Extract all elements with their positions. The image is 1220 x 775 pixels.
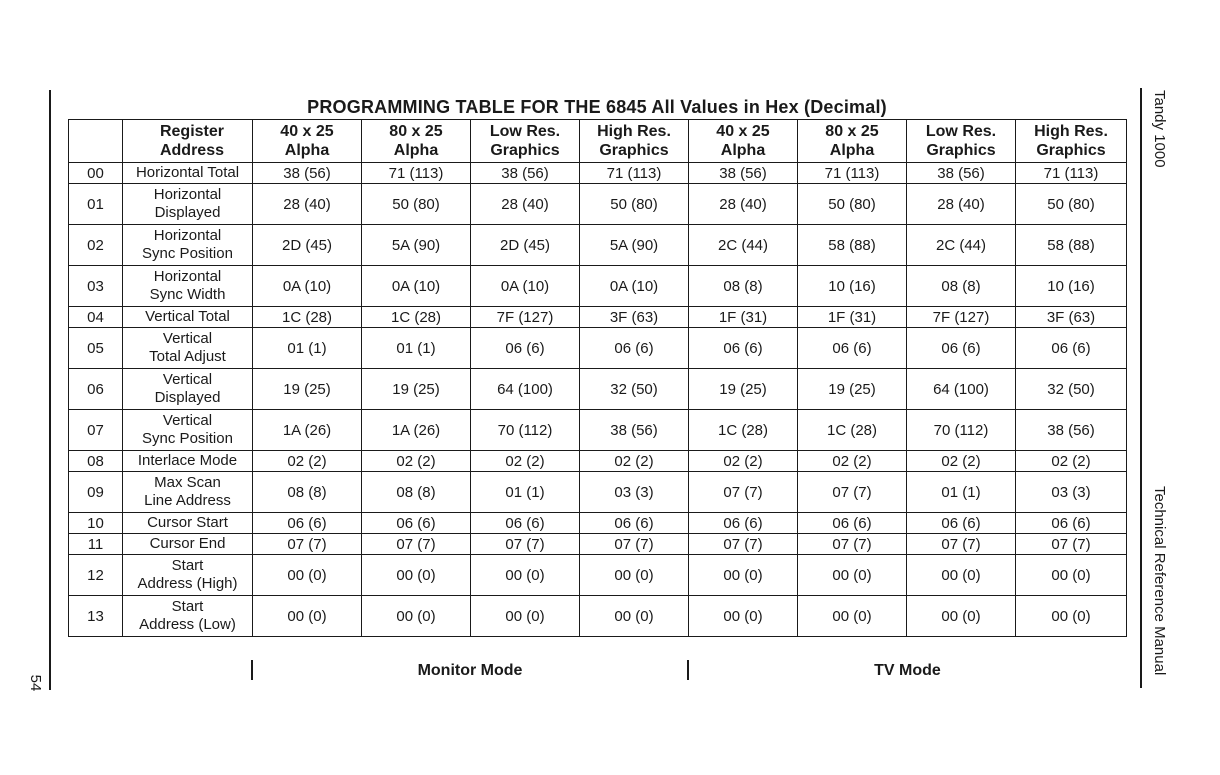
register-name — [123, 328, 253, 369]
value-cell: 08 (8) — [689, 266, 798, 307]
value-cell: 38 (56) — [1016, 410, 1127, 451]
register-name-line: Vertical — [162, 412, 213, 429]
value-cell: 02 (2) — [253, 451, 362, 472]
value-cell: 06 (6) — [362, 513, 471, 534]
register-name-line: Vertical — [162, 330, 213, 347]
value-cell: 0A (10) — [471, 266, 580, 307]
register-name-line: Displayed — [154, 389, 221, 406]
register-name — [123, 472, 253, 513]
value-cell: 1C (28) — [362, 307, 471, 328]
value-cell: 02 (2) — [362, 451, 471, 472]
value-cell: 00 (0) — [362, 596, 471, 637]
register-name-line: Address (High) — [137, 575, 238, 592]
value-cell: 71 (113) — [362, 163, 471, 184]
value-cell: 06 (6) — [798, 328, 907, 369]
value-cell: 06 (6) — [253, 513, 362, 534]
value-cell: 70 (112) — [471, 410, 580, 451]
value-cell: 50 (80) — [798, 184, 907, 225]
header-row — [69, 120, 1127, 163]
value-cell: 2C (44) — [689, 225, 798, 266]
value-cell: 00 (0) — [798, 555, 907, 596]
register-name — [123, 596, 253, 637]
value-cell: 02 (2) — [689, 451, 798, 472]
register-number: 09 — [69, 472, 123, 513]
register-number: 08 — [69, 451, 123, 472]
register-name-line: Sync Width — [149, 286, 226, 303]
register-name — [123, 307, 253, 328]
register-name-line: Sync Position — [142, 430, 233, 447]
value-cell: 70 (112) — [907, 410, 1016, 451]
register-name — [123, 534, 253, 555]
value-cell: 3F (63) — [580, 307, 689, 328]
value-cell: 64 (100) — [907, 369, 1016, 410]
value-cell: 00 (0) — [580, 596, 689, 637]
value-cell: 06 (6) — [471, 328, 580, 369]
right-margin-rule — [1140, 88, 1142, 688]
register-number: 01 — [69, 184, 123, 225]
value-cell: 7F (127) — [471, 307, 580, 328]
value-cell: 32 (50) — [580, 369, 689, 410]
register-number: 02 — [69, 225, 123, 266]
value-cell: 0A (10) — [580, 266, 689, 307]
register-number: 07 — [69, 410, 123, 451]
value-cell: 00 (0) — [1016, 596, 1127, 637]
value-cell: 02 (2) — [1016, 451, 1127, 472]
value-cell: 38 (56) — [253, 163, 362, 184]
header-col-8: High Res. Graphics — [1016, 120, 1127, 163]
value-cell: 07 (7) — [580, 534, 689, 555]
value-cell: 1C (28) — [689, 410, 798, 451]
value-cell: 00 (0) — [798, 596, 907, 637]
value-cell: 5A (90) — [362, 225, 471, 266]
register-number: 12 — [69, 555, 123, 596]
register-name-line: Displayed — [154, 204, 221, 221]
value-cell: 19 (25) — [253, 369, 362, 410]
value-cell: 5A (90) — [580, 225, 689, 266]
value-cell: 02 (2) — [580, 451, 689, 472]
page-number: 54 — [27, 674, 44, 692]
value-cell: 50 (80) — [580, 184, 689, 225]
value-cell: 1C (28) — [798, 410, 907, 451]
table-row — [69, 534, 1127, 555]
register-name — [123, 410, 253, 451]
table-row — [69, 472, 1127, 513]
value-cell: 19 (25) — [362, 369, 471, 410]
value-cell: 06 (6) — [907, 328, 1016, 369]
register-name — [123, 163, 253, 184]
value-cell: 00 (0) — [471, 596, 580, 637]
register-number: 11 — [69, 534, 123, 555]
table-title: PROGRAMMING TABLE FOR THE 6845 All Values in Hex (Decimal) — [307, 97, 887, 117]
value-cell: 06 (6) — [907, 513, 1016, 534]
value-cell: 1F (31) — [798, 307, 907, 328]
table-row — [69, 328, 1127, 369]
value-cell: 3F (63) — [1016, 307, 1127, 328]
value-cell: 07 (7) — [362, 534, 471, 555]
value-cell: 02 (2) — [798, 451, 907, 472]
value-cell: 00 (0) — [580, 555, 689, 596]
register-name-line: Horizontal — [153, 227, 222, 244]
value-cell: 58 (88) — [798, 225, 907, 266]
value-cell: 1F (31) — [689, 307, 798, 328]
table-row — [69, 451, 1127, 472]
register-name-line: Total Adjust — [149, 348, 226, 365]
register-name-line: Horizontal Total — [135, 164, 240, 181]
value-cell: 58 (88) — [1016, 225, 1127, 266]
register-name — [123, 555, 253, 596]
value-cell: 06 (6) — [689, 513, 798, 534]
header-col-5: 40 x 25 Alpha — [689, 120, 798, 163]
table-row — [69, 307, 1127, 328]
register-name-line: Start — [171, 598, 204, 615]
value-cell: 07 (7) — [253, 534, 362, 555]
value-cell: 7F (127) — [907, 307, 1016, 328]
register-name-line: Vertical Total — [145, 308, 230, 325]
value-cell: 2C (44) — [907, 225, 1016, 266]
register-name-line: Max Scan — [154, 474, 221, 491]
value-cell: 50 (80) — [362, 184, 471, 225]
value-cell: 0A (10) — [362, 266, 471, 307]
value-cell: 50 (80) — [1016, 184, 1127, 225]
value-cell: 19 (25) — [798, 369, 907, 410]
value-cell: 07 (7) — [798, 472, 907, 513]
side-manual-title: Technical Reference Manual — [1151, 486, 1168, 676]
register-number: 10 — [69, 513, 123, 534]
register-number: 03 — [69, 266, 123, 307]
value-cell: 1A (26) — [253, 410, 362, 451]
value-cell: 01 (1) — [362, 328, 471, 369]
table-row — [69, 184, 1127, 225]
value-cell: 1A (26) — [362, 410, 471, 451]
register-name-line: Address (Low) — [139, 616, 236, 633]
table-row — [69, 369, 1127, 410]
register-name-line: Line Address — [144, 492, 231, 509]
value-cell: 06 (6) — [580, 328, 689, 369]
value-cell: 00 (0) — [362, 555, 471, 596]
value-cell: 71 (113) — [1016, 163, 1127, 184]
register-name-line: Horizontal — [153, 186, 222, 203]
value-cell: 71 (113) — [580, 163, 689, 184]
value-cell: 08 (8) — [907, 266, 1016, 307]
value-cell: 08 (8) — [253, 472, 362, 513]
side-running-title: Tandy 1000 — [1151, 90, 1168, 168]
value-cell: 00 (0) — [907, 555, 1016, 596]
table-row — [69, 596, 1127, 637]
value-cell: 00 (0) — [471, 555, 580, 596]
value-cell: 28 (40) — [907, 184, 1016, 225]
value-cell: 07 (7) — [907, 534, 1016, 555]
value-cell: 07 (7) — [689, 534, 798, 555]
register-name-line: Start — [171, 557, 204, 574]
value-cell: 06 (6) — [471, 513, 580, 534]
value-cell: 00 (0) — [689, 555, 798, 596]
value-cell: 28 (40) — [253, 184, 362, 225]
value-cell: 38 (56) — [907, 163, 1016, 184]
value-cell: 38 (56) — [471, 163, 580, 184]
value-cell: 38 (56) — [689, 163, 798, 184]
value-cell: 2D (45) — [253, 225, 362, 266]
value-cell: 06 (6) — [1016, 328, 1127, 369]
value-cell: 00 (0) — [907, 596, 1016, 637]
register-name-line: Cursor Start — [147, 514, 228, 531]
register-number: 05 — [69, 328, 123, 369]
header-col-6: 80 x 25 Alpha — [798, 120, 907, 163]
value-cell: 07 (7) — [689, 472, 798, 513]
value-cell: 32 (50) — [1016, 369, 1127, 410]
value-cell: 00 (0) — [1016, 555, 1127, 596]
value-cell: 07 (7) — [1016, 534, 1127, 555]
header-col-4: High Res. Graphics — [580, 120, 689, 163]
register-name-line: Horizontal — [153, 268, 222, 285]
value-cell: 06 (6) — [580, 513, 689, 534]
value-cell: 06 (6) — [1016, 513, 1127, 534]
value-cell: 00 (0) — [689, 596, 798, 637]
register-name-line: Interlace Mode — [137, 452, 238, 469]
register-name-line: Cursor End — [149, 535, 226, 552]
table-row — [69, 225, 1127, 266]
value-cell: 64 (100) — [471, 369, 580, 410]
register-number: 04 — [69, 307, 123, 328]
table-row — [69, 410, 1127, 451]
register-name — [123, 184, 253, 225]
value-cell: 07 (7) — [471, 534, 580, 555]
value-cell: 71 (113) — [798, 163, 907, 184]
value-cell: 19 (25) — [689, 369, 798, 410]
table-row — [69, 513, 1127, 534]
value-cell: 01 (1) — [471, 472, 580, 513]
header-col-2: 80 x 25 Alpha — [362, 120, 471, 163]
value-cell: 01 (1) — [253, 328, 362, 369]
header-col-3: Low Res. Graphics — [471, 120, 580, 163]
value-cell: 02 (2) — [471, 451, 580, 472]
register-name — [123, 266, 253, 307]
register-number: 00 — [69, 163, 123, 184]
header-blank-cell — [69, 120, 123, 163]
register-name — [123, 451, 253, 472]
value-cell: 01 (1) — [907, 472, 1016, 513]
value-cell: 10 (16) — [798, 266, 907, 307]
table-row — [69, 555, 1127, 596]
value-cell: 2D (45) — [471, 225, 580, 266]
value-cell: 1C (28) — [253, 307, 362, 328]
left-margin-rule — [49, 90, 51, 690]
table-row — [69, 266, 1127, 307]
register-name — [123, 369, 253, 410]
header-col-7: Low Res. Graphics — [907, 120, 1016, 163]
value-cell: 0A (10) — [253, 266, 362, 307]
value-cell: 03 (3) — [580, 472, 689, 513]
value-cell: 07 (7) — [798, 534, 907, 555]
tv-mode-label: TV Mode — [874, 662, 941, 679]
value-cell: 00 (0) — [253, 596, 362, 637]
register-name-line: Sync Position — [142, 245, 233, 262]
value-cell: 02 (2) — [907, 451, 1016, 472]
register-name — [123, 225, 253, 266]
register-name — [123, 513, 253, 534]
value-cell: 28 (40) — [471, 184, 580, 225]
register-number: 06 — [69, 369, 123, 410]
programming-table — [68, 119, 1127, 637]
header-register-address: Register Address — [123, 120, 253, 163]
value-cell: 06 (6) — [689, 328, 798, 369]
value-cell: 06 (6) — [798, 513, 907, 534]
monitor-mode-label: Monitor Mode — [417, 662, 523, 679]
header-col-1: 40 x 25 Alpha — [253, 120, 362, 163]
value-cell: 38 (56) — [580, 410, 689, 451]
table-row — [69, 163, 1127, 184]
register-number: 13 — [69, 596, 123, 637]
value-cell: 03 (3) — [1016, 472, 1127, 513]
value-cell: 08 (8) — [362, 472, 471, 513]
value-cell: 28 (40) — [689, 184, 798, 225]
value-cell: 10 (16) — [1016, 266, 1127, 307]
register-name-line: Vertical — [162, 371, 213, 388]
value-cell: 00 (0) — [253, 555, 362, 596]
